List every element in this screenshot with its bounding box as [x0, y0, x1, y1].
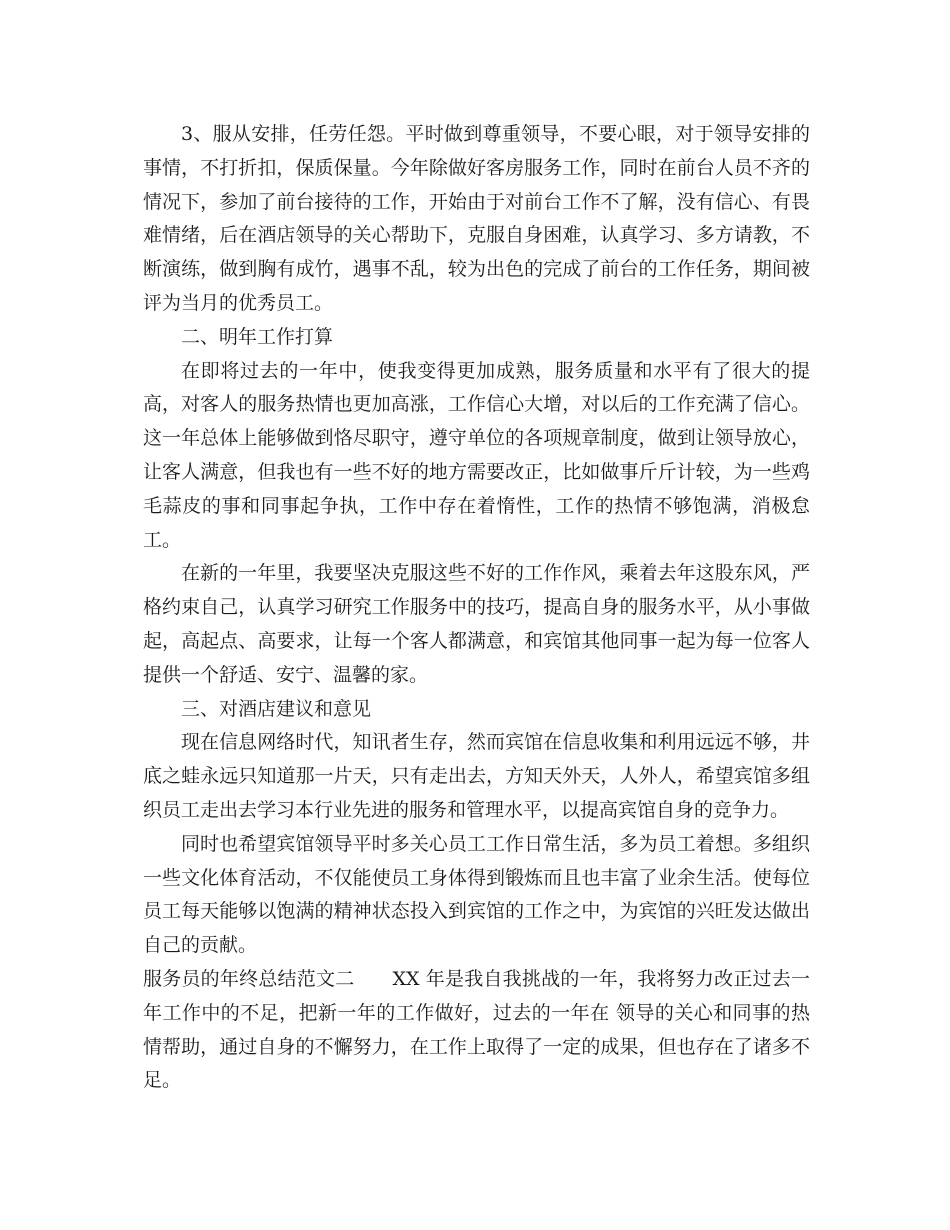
- paragraph-staff-care: 同时也希望宾馆领导平时多关心员工工作日常生活，多为员工着想。多组织一些文化体育活动，不仅能使员工身体得到锻炼而且也丰富了业余生活。使每位员工每天能够以饱满的精神状态投入到宾馆的工作之中，为宾馆的兴旺发达做出自己的贡献。: [143, 832, 810, 957]
- paragraph-obey-arrangements: 3、服从安排，任劳任怨。平时做到尊重领导，不要心眼，对于领导安排的事情，不打折扣，保质保量。今年除做好客房服务工作，同时在前台人员不齐的情况下，参加了前台接待的工作，开始由于对前台工作不了解，没有信心、有畏难情绪，后在酒店领导的关心帮助下，克服自身困难，认真学习、多方请教，不断演练，做到胸有成竹，遇事不乱，较为出色的完成了前台的工作任务，期间被评为当月的优秀员工。: [143, 123, 810, 314]
- section-heading-hotel-suggestions: 三、对酒店建议和意见: [181, 697, 372, 720]
- sample-two-body: XX 年是我自我挑战的一年，我将努力改正过去一年工作中的不足，把新一年的工作做好，过去的一年在 领导的关心和同事的热情帮助，通过自身的不懈努力，在工作上取得了一定的成果，但也存在了诸多不足。: [143, 967, 810, 1092]
- section-heading-next-year-plan: 二、明年工作打算: [181, 325, 334, 348]
- paragraph-new-year-goals: 在新的一年里，我要坚决克服这些不好的工作作风，乘着去年这股东风，严格约束自己，认真学习研究工作服务中的技巧，提高自身的服务水平，从小事做起，高起点、高要求，让每一个客人都满意，和宾馆其他同事一起为每一位客人提供一个舒适、安宁、温馨的家。: [143, 562, 810, 686]
- sample-two-title: 服务员的年终总结范文二: [143, 967, 355, 990]
- sample-two-paragraph: [143, 963, 810, 1098]
- paragraph-past-year-review: 在即将过去的一年中，使我变得更加成熟，服务质量和水平有了很大的提高，对客人的服务热情也更加高涨，工作信心大增，对以后的工作充满了信心。这一年总体上能够做到恪尽职守，遵守单位的各项规章制度，做到让领导放心，让客人满意，但我也有一些不好的地方需要改正，比如做事斤斤计较，为一些鸡毛蒜皮的事和同事起争执，工作中存在着惰性，工作的热情不够饱满，消极怠工。: [143, 359, 810, 551]
- paragraph-information-age: 现在信息网络时代，知讯者生存，然而宾馆在信息收集和利用远远不够，井底之蛙永远只知道那一片天，只有走出去，方知天外天，人外人，希望宾馆多组织员工走出去学习本行业先进的服务和管理水平，以提高宾馆自身的竞争力。: [143, 731, 810, 821]
- document-body: [143, 118, 810, 1098]
